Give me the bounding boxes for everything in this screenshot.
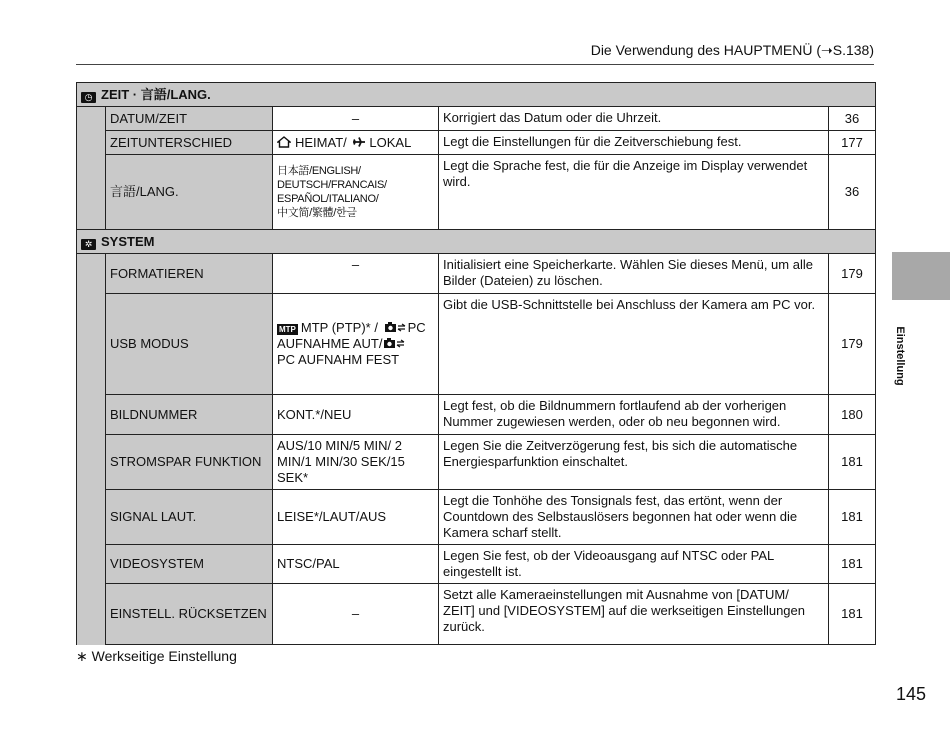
table-row xyxy=(77,155,876,230)
page-header: Die Verwendung des HAUPTMENÜ (➝S.138) xyxy=(590,42,874,58)
page-reference: 36 xyxy=(829,107,876,131)
mtp-icon: MTP xyxy=(279,325,296,334)
setting-options: NTSC/PAL xyxy=(273,545,439,584)
usb-option-3: PC AUFNAHM FEST xyxy=(277,352,400,367)
gear-icon: ✲ xyxy=(81,239,96,250)
camera-pc-icon xyxy=(384,321,406,333)
usb-option-1b: PC xyxy=(407,320,426,335)
table-row xyxy=(77,294,876,395)
setting-name: FORMATIEREN xyxy=(106,254,273,294)
page-reference: 181 xyxy=(829,490,876,545)
section-title: SYSTEM xyxy=(101,233,155,249)
setting-description: Legen Sie fest, ob der Videoausgang auf NTSC oder PAL eingestellt ist. xyxy=(439,545,829,584)
table-row xyxy=(77,395,876,435)
home-label: HEIMAT/ xyxy=(295,134,347,150)
setting-options: – xyxy=(273,107,439,131)
setting-options xyxy=(273,155,439,230)
chapter-tab xyxy=(892,252,950,300)
table-row xyxy=(77,131,876,155)
page-reference: 181 xyxy=(829,545,876,584)
table-row xyxy=(77,545,876,584)
section-header-system xyxy=(77,230,876,254)
setting-name: STROMSPAR FUNKTION xyxy=(106,435,273,490)
page-reference: 179 xyxy=(829,294,876,395)
table-row xyxy=(77,490,876,545)
setting-description: Korrigiert das Datum oder die Uhrzeit. xyxy=(439,107,829,131)
language-line: DEUTSCH/FRANCAIS/ xyxy=(277,179,387,191)
language-line: 日本語/ENGLISH/ xyxy=(277,165,361,177)
page-reference: 177 xyxy=(829,131,876,155)
chapter-label: Einstellung xyxy=(894,326,906,386)
page-reference: 36 xyxy=(829,155,876,230)
setting-name: USB MODUS xyxy=(106,294,273,395)
usb-option-1: MTP (PTP)* / xyxy=(300,320,378,335)
setting-description: Legt die Einstellungen für die Zeitverschiebung fest. xyxy=(439,131,829,155)
setting-options: KONT.*/NEU xyxy=(273,395,439,435)
airplane-icon xyxy=(352,136,366,148)
row-indent xyxy=(77,254,106,645)
section-header-zeit xyxy=(77,83,876,107)
page-number: 145 xyxy=(896,684,927,704)
setting-options: LEISE*/LAUT/AUS xyxy=(273,490,439,545)
setting-options: – xyxy=(273,254,439,294)
setting-name: 言語/LANG. xyxy=(106,155,273,230)
setting-options xyxy=(273,294,439,395)
language-line: ESPAÑOL/ITALIANO/ xyxy=(277,193,379,205)
setting-name: SIGNAL LAUT. xyxy=(106,490,273,545)
page-reference: 181 xyxy=(829,435,876,490)
table-row xyxy=(77,254,876,294)
footnote: ∗ Werkseitige Einstellung xyxy=(76,648,237,664)
camera-pc-icon xyxy=(383,337,405,349)
home-icon xyxy=(277,136,291,148)
page-reference: 179 xyxy=(829,254,876,294)
table-row xyxy=(77,435,876,490)
setting-options xyxy=(273,131,439,155)
row-indent xyxy=(77,107,106,230)
setting-name: VIDEOSYSTEM xyxy=(106,545,273,584)
setting-options: AUS/10 MIN/5 MIN/ 2 MIN/1 MIN/30 SEK/15 SEK* xyxy=(273,435,439,490)
setting-name: EINSTELL. RÜCKSETZEN xyxy=(106,584,273,645)
setting-description: Initialisiert eine Speicherkarte. Wählen Sie dieses Menü, um alle Bilder (Dateien) zu löschen. xyxy=(439,254,829,294)
setting-options: – xyxy=(273,584,439,645)
page-reference: 180 xyxy=(829,395,876,435)
setting-name: DATUM/ZEIT xyxy=(106,107,273,131)
setting-description: Setzt alle Kameraeinstellungen mit Ausnahme von [DATUM/ ZEIT] und [VIDEOSYSTEM] auf die werkseitigen Einstellungen zurück. xyxy=(439,584,829,645)
setting-description: Legt die Sprache fest, die für die Anzeige im Display verwendet wird. xyxy=(439,155,829,230)
local-label: LOKAL xyxy=(369,134,412,150)
setting-description: Legen Sie die Zeitverzögerung fest, bis sich die automatische Energiesparfunktion einschaltet. xyxy=(439,435,829,490)
setting-description: Gibt die USB-Schnittstelle bei Anschluss der Kamera am PC vor. xyxy=(439,294,829,395)
clock-icon: ◷ xyxy=(81,92,96,103)
setting-description: Legt fest, ob die Bildnummern fortlaufend ab der vorherigen Nummer zugewiesen werden, oder ob neu begonnen wird. xyxy=(439,395,829,435)
usb-option-2: AUFNAHME AUT/ xyxy=(277,336,383,351)
settings-table xyxy=(76,82,876,645)
section-title: ZEIT · 言語/LANG. xyxy=(101,86,211,102)
language-line: 中文简/繁體/한글 xyxy=(277,207,357,219)
setting-description: Legt die Tonhöhe des Tonsignals fest, das ertönt, wenn der Countdown des Selbstauslösers begonnen hat oder wenn die Kamera scharf stellt. xyxy=(439,490,829,545)
setting-name: BILDNUMMER xyxy=(106,395,273,435)
page-reference: 181 xyxy=(829,584,876,645)
table-row xyxy=(77,107,876,131)
table-row xyxy=(77,584,876,645)
setting-name: ZEITUNTERSCHIED xyxy=(106,131,273,155)
header-rule xyxy=(76,64,874,65)
